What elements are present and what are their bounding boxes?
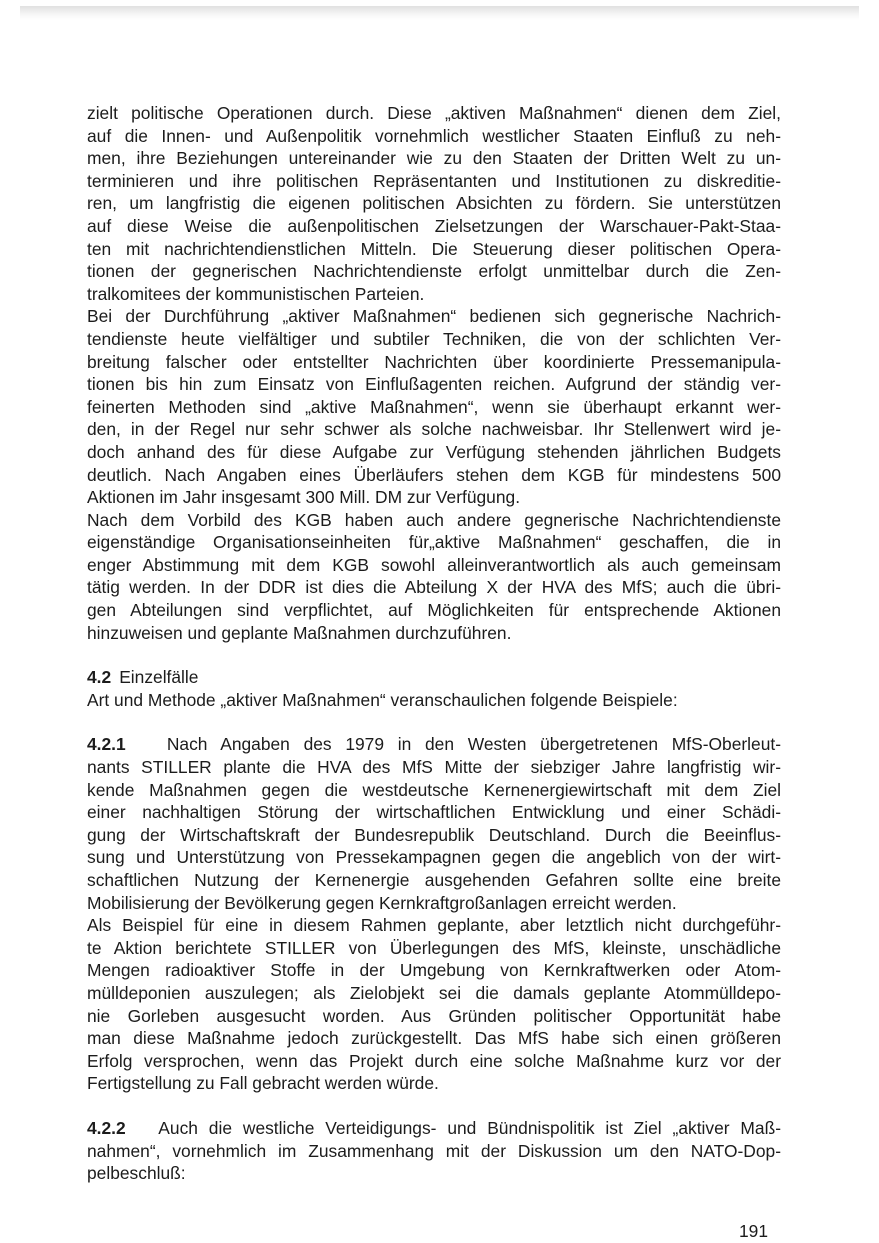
section-heading: [87, 666, 781, 689]
text-line: ten mit nachrichtendienstlichen Mitteln. Die Steuerung dieser politischen Opera-: [87, 238, 781, 259]
text-line: tendienste heute vielfältiger und subtiler Techniken, die von der schlichten Ver-: [87, 328, 781, 349]
text-line: te Aktion berichtete STILLER von Überlegungen des MfS, kleinste, unschädliche: [87, 937, 781, 958]
text-line: feinerten Methoden sind „aktive Maßnahmen“, wenn sie überhaupt erkannt wer-: [87, 396, 781, 417]
section-number: 4.2.1: [87, 734, 126, 755]
section-intro: Art und Methode „aktiver Maßnahmen“ veranschaulichen folgende Beispiele:: [87, 689, 678, 710]
document-page: [87, 102, 781, 1185]
text-line: nants STILLER plante die HVA des MfS Mitte der siebziger Jahre langfristig wir-: [87, 757, 781, 778]
text-line: Mengen radioaktiver Stoffe in der Umgebung von Kernkraftwerken oder Atom-: [87, 960, 781, 981]
text-line: tätig werden. In der DDR ist dies die Abteilung X der HVA des MfS; auch die übri-: [87, 577, 781, 598]
text-line: men, ihre Beziehungen untereinander wie zu den Staaten der Dritten Welt zu un-: [87, 148, 781, 169]
text-line: tionen bis hin zum Einsatz von Einflußagenten reichen. Aufgrund der ständig ver-: [87, 374, 781, 395]
text-line: [87, 1117, 781, 1140]
text-line: schaftlichen Nutzung der Kernenergie ausgehenden Gefahren sollte eine breite: [87, 870, 781, 890]
text-line: pelbeschluß:: [87, 1163, 186, 1184]
text-line: sung und Unterstützung von Pressekampagnen gegen die angeblich von der wirt-: [87, 847, 781, 868]
text-line: mülldeponien auszulegen; als Zielobjekt sei die damals geplante Atommülldepo-: [87, 982, 781, 1003]
text-line: auf diese Weise die außenpolitischen Zielsetzungen der Warschauer-Pakt-Staa-: [87, 215, 781, 236]
text-line: Aktionen im Jahr insgesamt 300 Mill. DM zur Verfügung.: [87, 487, 521, 508]
text-line: breitung falscher oder entstellter Nachrichten über koordinierte Pressemanipula-: [87, 351, 781, 372]
text-line: enger Abstimmung mit dem KGB sowohl alleinverantwortlich als auch gemeinsam: [87, 554, 781, 575]
text-line: tionen der gegnerischen Nachrichtendienste erfolgt unmittelbar durch die Zen-: [87, 261, 781, 282]
text-line: zielt politische Operationen durch. Diese „aktiven Maßnahmen“ dienen dem Ziel,: [87, 103, 781, 123]
text-line: Erfolg versprochen, wenn das Projekt durch eine solche Maßnahme kurz vor der: [87, 1050, 781, 1071]
text-line: nie Gorleben ausgesucht worden. Aus Gründen politischer Opportunität habe: [87, 1005, 781, 1026]
text-line: eigenständige Organisationseinheiten für„aktive Maßnahmen“ geschaffen, die in: [87, 532, 781, 553]
section-4-2-2: [87, 1117, 781, 1185]
text-line: doch anhand des für diese Aufgabe zur Verfügung stehenden jährlichen Budgets: [87, 441, 781, 462]
section-first-line-text: Nach Angaben des 1979 in den Westen übergetretenen MfS-Oberleut-: [166, 734, 781, 755]
text-line: Fertigstellung zu Fall gebracht werden würde.: [87, 1073, 439, 1094]
text-line: nahmen“, vornehmlich im Zusammenhang mit der Diskussion um den NATO-Dop-: [87, 1140, 781, 1161]
section-number: 4.2: [87, 667, 112, 688]
text-line: man diese Maßnahme jedoch zurückgestellt. Das MfS habe sich einen größeren: [87, 1028, 781, 1049]
text-line: Bei der Durchführung „aktiver Maßnahmen“ bedienen sich gegnerische Nachrich-: [87, 306, 781, 327]
text-line: gung der Wirtschaftskraft der Bundesrepublik Deutschland. Durch die Beeinflus-: [87, 824, 781, 845]
spacer: [87, 644, 781, 666]
section-title: Einzelfälle: [119, 667, 199, 688]
section-first-line-text: Auch die westliche Verteidigungs- und Bündnispolitik ist Ziel „aktiver Maß-: [158, 1117, 781, 1138]
text-line: gen Abteilungen sind verpflichtet, auf Möglichkeiten für entsprechende Aktionen: [87, 600, 781, 621]
text-line: den, in der Regel nur sehr schwer als solche nachweisbar. Ihr Stellenwert wird je-: [87, 419, 781, 440]
section-number: 4.2.2: [87, 1117, 126, 1138]
scan-top-edge: [20, 6, 859, 20]
text-line: Nach dem Vorbild des KGB haben auch andere gegnerische Nachrichtendienste: [87, 509, 781, 530]
paragraph-2: [87, 305, 781, 508]
paragraph-3: [87, 509, 781, 645]
text-line: tralkomitees der kommunistischen Parteien.: [87, 283, 425, 304]
text-line: deutlich. Nach Angaben eines Überläufers stehen dem KGB für mindestens 500: [87, 464, 781, 485]
paragraph-1: [87, 102, 781, 305]
text-line: kende Maßnahmen gegen die westdeutsche Kernenergiewirtschaft mit dem Ziel: [87, 779, 781, 800]
text-line: Als Beispiel für eine in diesem Rahmen geplante, aber letztlich nicht durchgeführ-: [87, 915, 781, 936]
text-line: Mobilisierung der Bevölkerung gegen Kernkraftgroßanlagen erreicht werden.: [87, 892, 677, 913]
text-line: hinzuweisen und geplante Maßnahmen durchzuführen.: [87, 622, 512, 643]
page-number: 191: [739, 1221, 769, 1241]
text-line: [87, 733, 781, 756]
text-line: auf die Innen- und Außenpolitik vornehmlich westlicher Staaten Einfluß zu neh-: [87, 125, 781, 146]
text-line: ren, um langfristig die eigenen politischen Absichten zu fördern. Sie unterstützen: [87, 193, 781, 214]
text-line: terminieren und ihre politischen Repräsentanten und Institutionen zu diskreditie-: [87, 170, 781, 191]
spacer: [87, 1095, 781, 1117]
text-line: einer nachhaltigen Störung der wirtschaftlichen Entwicklung und einer Schädi-: [87, 802, 781, 823]
section-4-2: [87, 666, 781, 711]
spacer: [87, 711, 781, 733]
section-4-2-1: [87, 733, 781, 1095]
